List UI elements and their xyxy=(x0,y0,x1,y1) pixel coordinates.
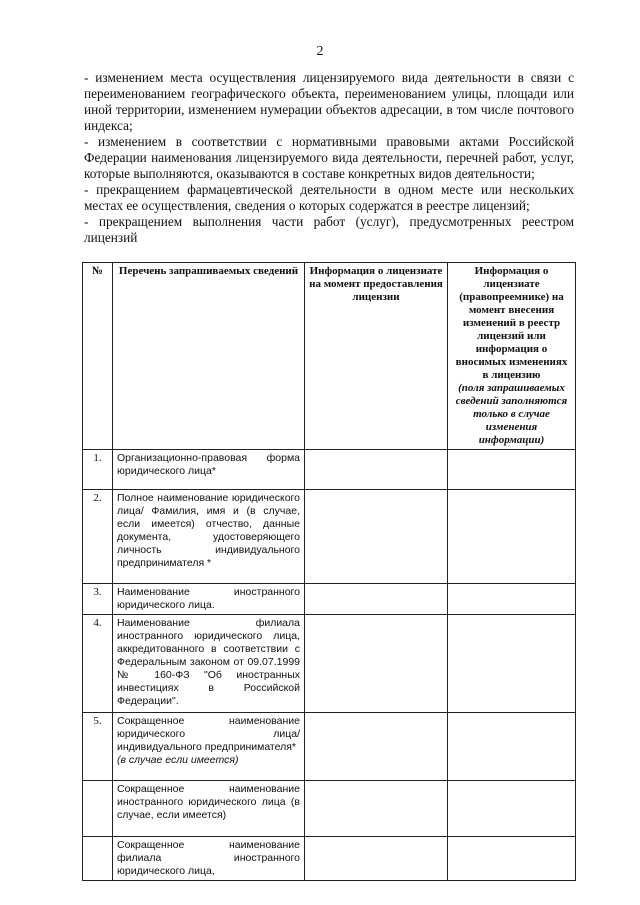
row-description: Сокращенное наименование филиала иностранного юридического лица, xyxy=(113,837,305,881)
row-info-at-change-cell xyxy=(448,450,576,490)
row-info-at-change-cell xyxy=(448,713,576,781)
row-description xyxy=(113,713,305,781)
paragraph-4: - прекращением выполнения части работ (услуг), предусмотренных реестром лицензий xyxy=(84,214,574,245)
row-info-at-change-cell xyxy=(448,837,576,881)
header-info-at-change-note: (поля запрашиваемых сведений заполняются только в случае изменения информации) xyxy=(455,382,568,446)
row-info-at-grant-cell xyxy=(305,713,448,781)
header-info-at-grant: Информация о лицензиате на момент предоставления лицензии xyxy=(305,263,448,450)
row-description: Полное наименование юридического лица/ Фамилия, имя и (в случае, если имеется) отчество, данные документа, удостоверяющего личность индивидуального предпринимателя * xyxy=(113,490,305,584)
table-row xyxy=(83,450,576,490)
row-description: Наименование филиала иностранного юридического лица, аккредитованного в соответствии с Федеральным законом от 09.07.1999 № 160-ФЗ "Об иностранных инвестициях в Российской Федерации". xyxy=(113,615,305,713)
row-info-at-change-cell xyxy=(448,490,576,584)
row-description: Наименование иностранного юридического лица. xyxy=(113,584,305,615)
table-row xyxy=(83,837,576,881)
row-info-at-grant-cell xyxy=(305,615,448,713)
requested-info-table xyxy=(82,262,576,881)
paragraph-3: - прекращением фармацевтической деятельности в одном месте или нескольких местах ее осуществления, сведения о которых содержатся в реестре лицензий; xyxy=(84,182,574,213)
row-info-at-grant-cell xyxy=(305,490,448,584)
table-row xyxy=(83,713,576,781)
table-row xyxy=(83,781,576,837)
body-text xyxy=(84,70,574,246)
table-row xyxy=(83,490,576,584)
row-description: Организационно-правовая форма юридического лица* xyxy=(113,450,305,490)
row-description-text: Сокращенное наименование юридического лица/ индивидуального предпринимателя* xyxy=(117,715,300,753)
header-num: № xyxy=(83,263,113,450)
row-number xyxy=(83,837,113,881)
paragraph-2: - изменением в соответствии с нормативными правовыми актами Российской Федерации наименования лицензируемого вида деятельности, перечней работ, услуг, которые выполняются, оказываются в составе конкретных видов деятельности; xyxy=(84,134,574,181)
row-number xyxy=(83,781,113,837)
paragraph-1: - изменением места осуществления лицензируемого вида деятельности в связи с переименованием географического объекта, переименованием улицы, площади или иной территории, изменением нумерации объектов адресации, в том числе почтового индекса; xyxy=(84,70,574,133)
row-info-at-change-cell xyxy=(448,615,576,713)
table-row xyxy=(83,615,576,713)
row-info-at-change-cell xyxy=(448,781,576,837)
header-info-at-change-title: Информация о лицензиате (правопреемнике) на момент внесения изменений в реестр лицензий или информация о вносимых изменениях в лицензию xyxy=(455,265,568,381)
row-number: 4. xyxy=(83,615,113,713)
row-number: 1. xyxy=(83,450,113,490)
row-info-at-grant-cell xyxy=(305,450,448,490)
header-info-at-change xyxy=(448,263,576,450)
row-info-at-grant-cell xyxy=(305,781,448,837)
table-row xyxy=(83,584,576,615)
row-description-note: (в случае если имеется) xyxy=(117,754,239,766)
table-header-row xyxy=(83,263,576,450)
row-number: 2. xyxy=(83,490,113,584)
row-description: Сокращенное наименование иностранного юридического лица (в случае, если имеется) xyxy=(113,781,305,837)
page-number: 2 xyxy=(316,44,324,59)
row-info-at-change-cell xyxy=(448,584,576,615)
row-info-at-grant-cell xyxy=(305,584,448,615)
header-list: Перечень запрашиваемых сведений xyxy=(113,263,305,450)
row-number: 3. xyxy=(83,584,113,615)
row-number: 5. xyxy=(83,713,113,781)
row-info-at-grant-cell xyxy=(305,837,448,881)
